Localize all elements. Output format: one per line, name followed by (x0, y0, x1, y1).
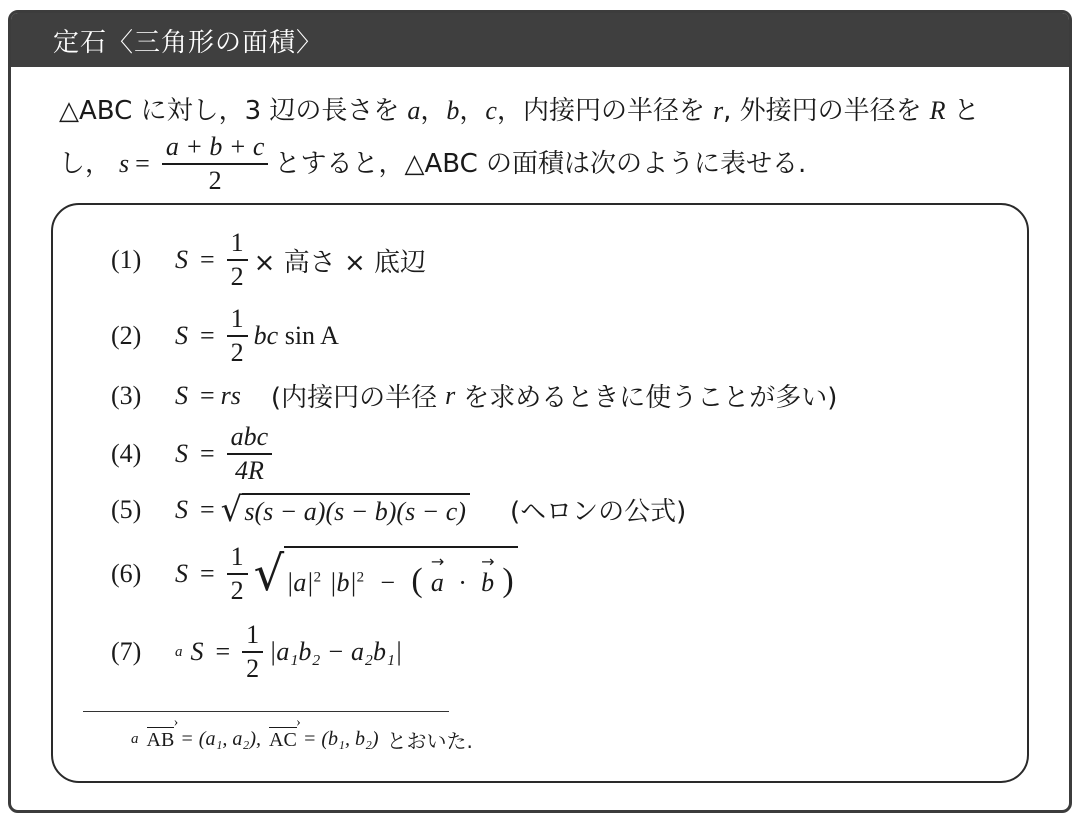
area-symbol: S (175, 559, 188, 588)
intro-text (59, 91, 1039, 197)
intro-p6: とすると，△ABC の面積は次のように表せる. (274, 149, 807, 179)
formula-6 (111, 541, 518, 607)
vector-b: → b (481, 568, 494, 598)
formula-note-a: (内接円の半径 (270, 383, 438, 413)
formula-note: (ヘロンの公式) (509, 497, 687, 527)
var-R: R (929, 96, 946, 125)
footnote (131, 725, 473, 754)
equals-sign: = (200, 321, 215, 350)
fraction-numerator: a + b + c (162, 131, 269, 165)
fraction-numerator: 1 (242, 619, 263, 653)
half-fraction (227, 541, 248, 607)
var-s: s (119, 149, 130, 178)
fraction-numerator: abc (227, 421, 273, 455)
vector-a: → a (431, 568, 444, 598)
half-fraction (227, 227, 248, 293)
fraction-numerator: 1 (227, 541, 248, 575)
equals-sign: = (200, 245, 215, 274)
exponent: 2 (356, 569, 365, 586)
theorem-card (8, 10, 1072, 813)
equals-sign: = (200, 439, 215, 468)
footnote-marker: a (175, 643, 183, 660)
radicand: s(s − a)(s − b)(s − c) (242, 493, 470, 527)
footnote-divider (83, 711, 449, 712)
vector-AB: AB › (147, 727, 175, 752)
half-fraction (227, 303, 248, 369)
square-root (254, 546, 518, 602)
vector-AB-components: = (a₁, a₂), (180, 728, 262, 750)
intro-p5: し， (59, 149, 112, 179)
vector-b-norm: |b| (329, 568, 357, 597)
equals-sign: = (200, 559, 215, 588)
card-header (11, 13, 1069, 67)
vector-AC-components: = (b₁, b₂) (302, 728, 379, 750)
area-symbol: S (175, 494, 188, 524)
fraction-denominator: 2 (230, 576, 244, 605)
minus-sign: − (380, 568, 396, 597)
formula-rest-italic: rs (220, 380, 241, 410)
formula-note-b: を求めるときに使うことが多い) (463, 383, 838, 413)
vector-AC: AC › (269, 727, 297, 752)
intro-p1: △ABC に対し，3 辺の長さを (59, 96, 400, 126)
formula-rest-italic: bc (253, 321, 279, 350)
formula-1 (111, 227, 426, 293)
footnote-tail: とおいた. (386, 729, 473, 753)
sep-2: ， (459, 96, 486, 126)
equals-sign: = (135, 149, 150, 178)
formula-note-var: r (445, 380, 456, 410)
formula-rest: × 高さ × 底辺 (253, 247, 427, 278)
formula-2 (111, 303, 339, 369)
area-symbol: S (190, 637, 204, 666)
circumradius-fraction (227, 421, 273, 487)
vector-a-norm: |a| (286, 568, 314, 597)
footnote-marker: a (131, 731, 139, 747)
equals-sign: = (215, 637, 231, 666)
exponent: 2 (313, 569, 322, 586)
var-c: c (485, 96, 497, 125)
var-b: b (446, 96, 460, 125)
formula-3 (111, 377, 837, 414)
radicand (284, 546, 517, 602)
square-root (220, 489, 470, 530)
var-a: a (407, 96, 421, 125)
intro-p3: , 外接円の半径を (723, 96, 922, 126)
area-symbol: S (175, 245, 188, 274)
half-fraction (242, 619, 263, 685)
area-symbol: S (175, 380, 188, 410)
formula-number: (6) (111, 559, 142, 588)
fraction-denominator: 2 (246, 654, 260, 683)
fraction-numerator: 1 (227, 303, 248, 337)
formula-rest: |a₁b₂ − a₂b₁| (269, 637, 403, 666)
formula-7 (111, 619, 402, 685)
intro-line-2 (59, 131, 1039, 197)
formula-number: (4) (111, 439, 142, 468)
formula-number: (7) (111, 637, 142, 666)
radical-sign-icon: √ (220, 489, 243, 530)
equals-sign: = (200, 380, 215, 410)
formula-rest-roman: sin A (278, 321, 339, 350)
fraction-denominator: 2 (208, 166, 222, 195)
semi-perimeter-fraction (162, 131, 269, 197)
fraction-denominator: 2 (230, 338, 244, 367)
card-title: 定石〈三角形の面積〉 (53, 27, 324, 58)
intro-p2: ，内接円の半径を (496, 96, 705, 126)
formula-5 (111, 491, 686, 528)
fraction-numerator: 1 (227, 227, 248, 261)
radical-sign-icon: √ (253, 546, 285, 602)
area-symbol: S (175, 321, 188, 350)
area-symbol: S (175, 439, 188, 468)
intro-p4: と (953, 96, 980, 126)
equals-sign: = (200, 494, 215, 524)
formula-4 (111, 421, 278, 487)
formula-box (51, 203, 1029, 783)
formula-number: (1) (111, 245, 142, 274)
intro-line-1 (59, 91, 1039, 131)
fraction-denominator: 2 (230, 262, 244, 291)
fraction-denominator: 4R (235, 456, 264, 485)
right-paren: ) (502, 562, 514, 599)
sep-1: ， (420, 96, 447, 126)
formula-number: (2) (111, 321, 142, 350)
formula-number: (5) (111, 494, 142, 524)
formula-number: (3) (111, 380, 142, 410)
dot-product: · (458, 568, 467, 597)
var-r: r (712, 96, 724, 125)
left-paren: ( (411, 562, 423, 599)
